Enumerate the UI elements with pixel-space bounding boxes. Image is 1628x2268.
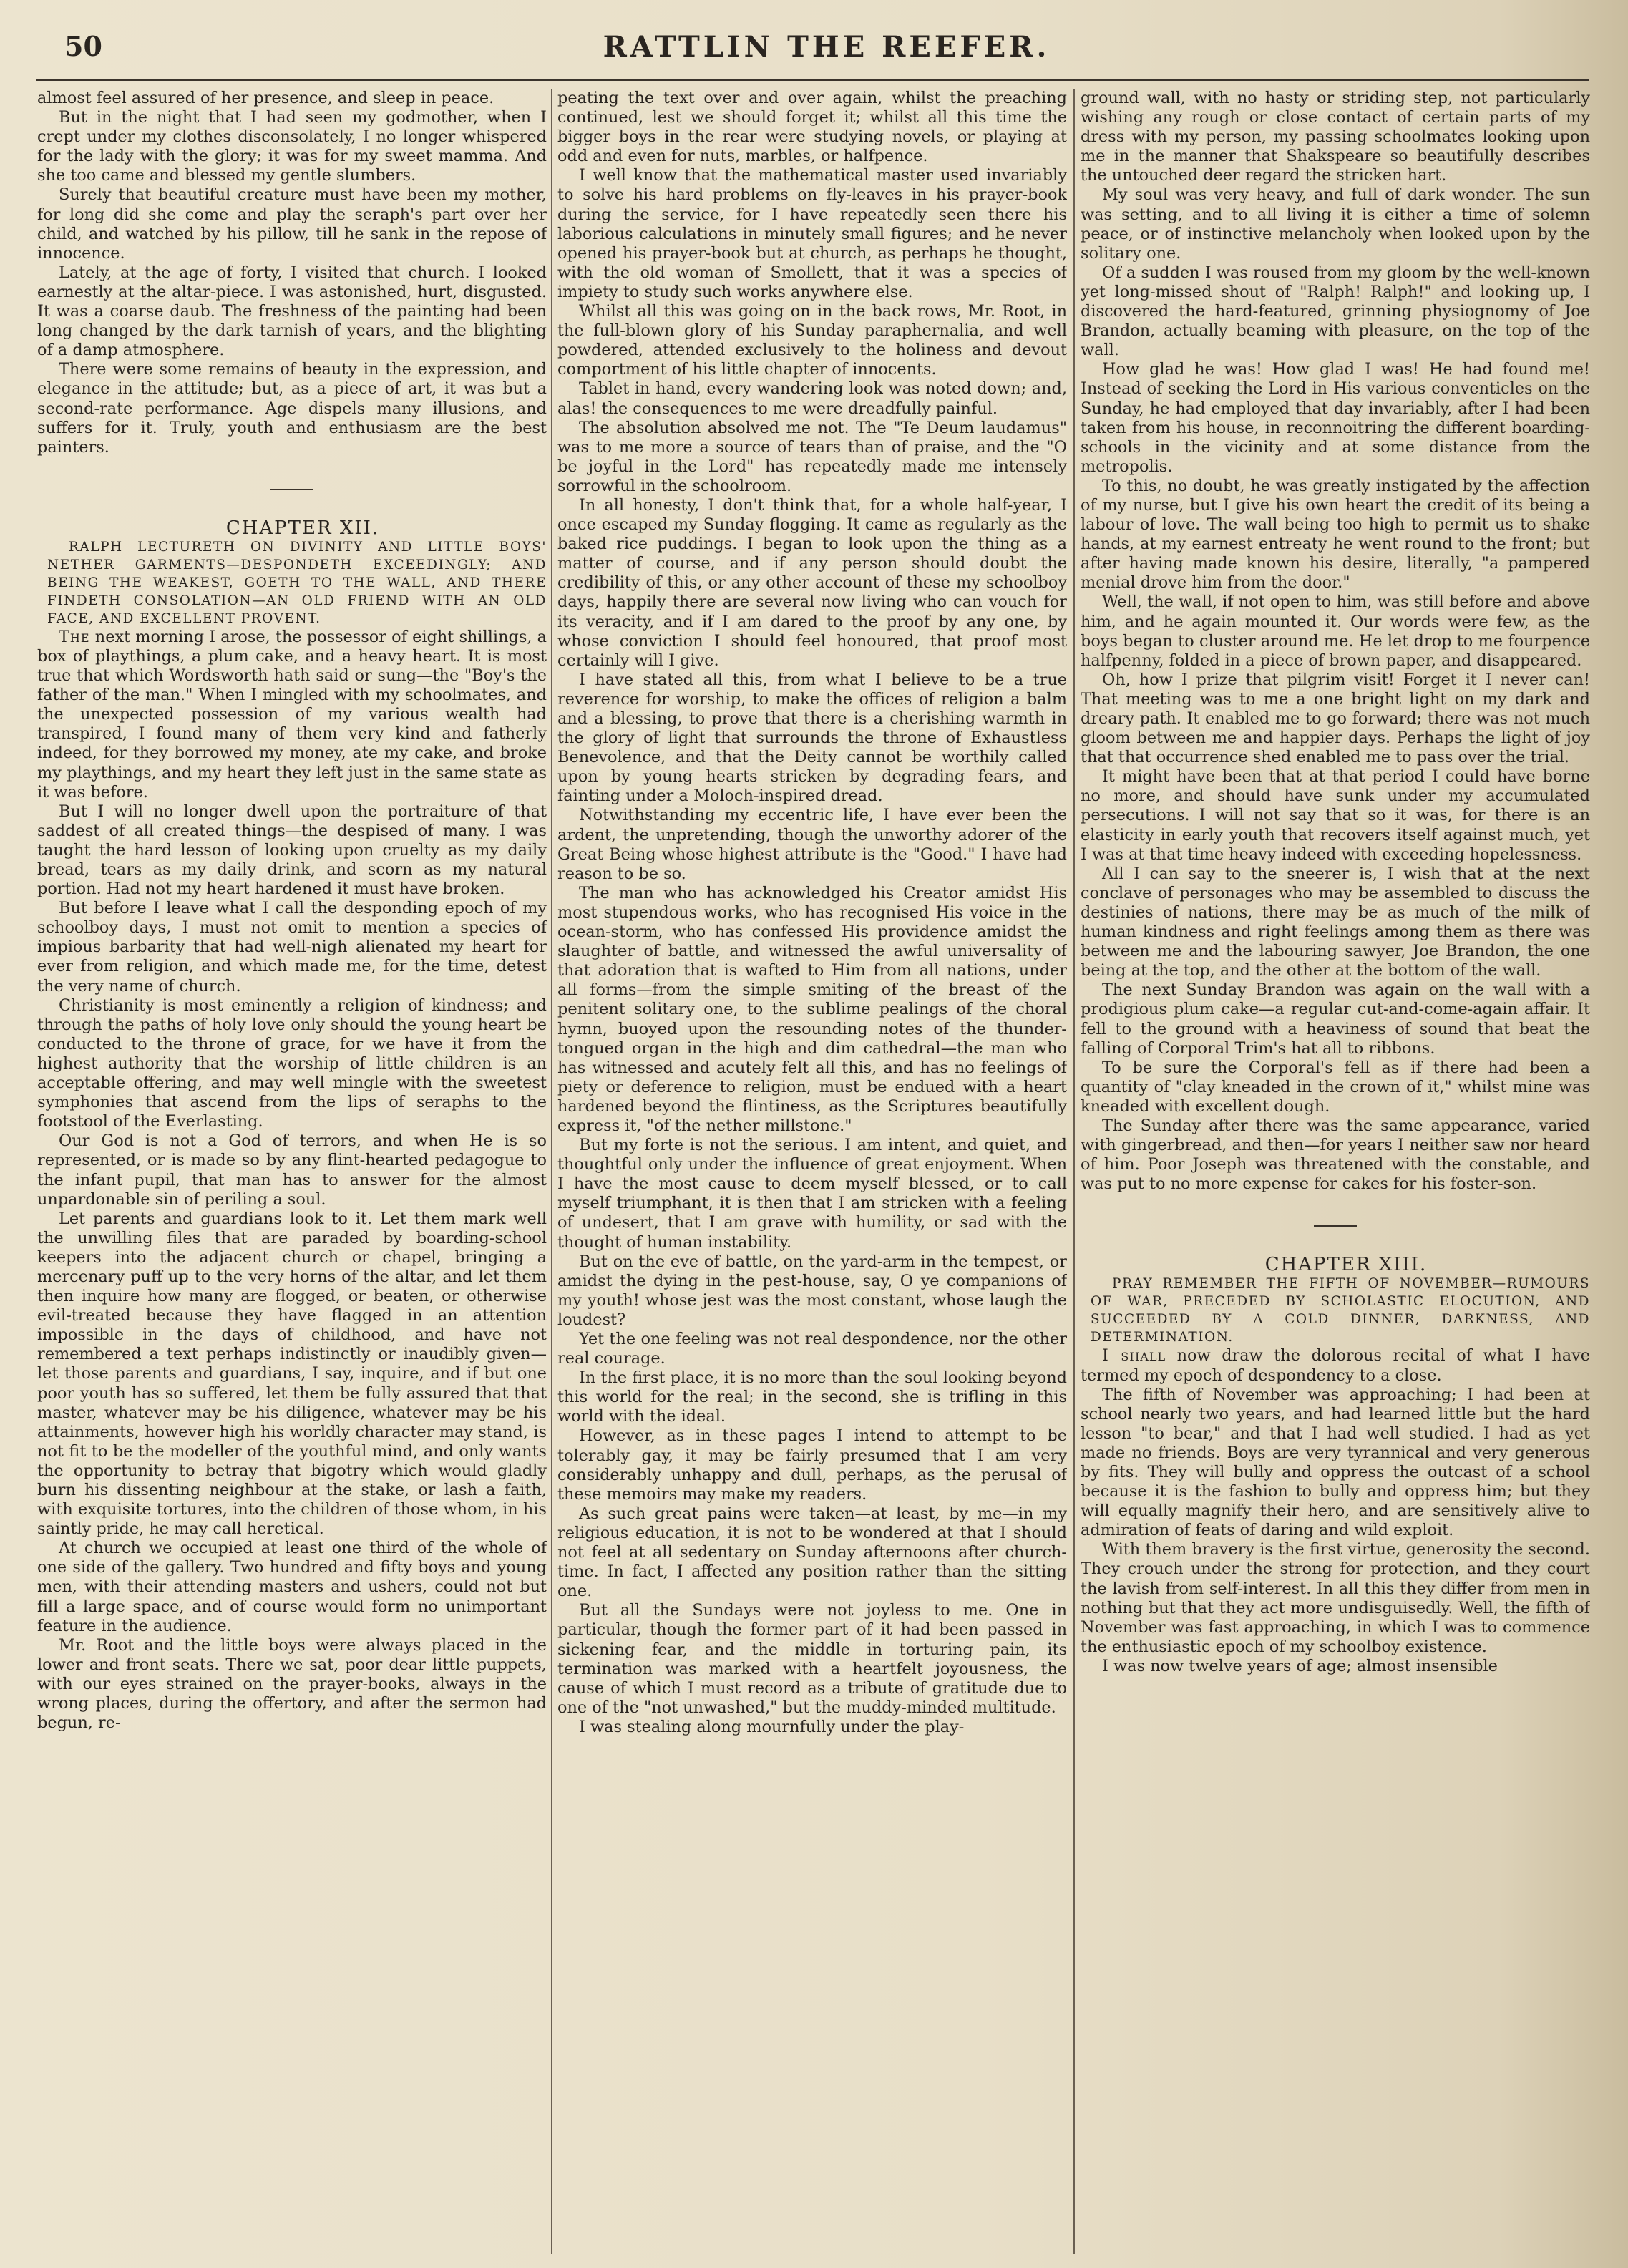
paragraph: Notwithstanding my eccentric life, I have ever been the ardent, the unpretending, though the unworthy adorer of the Great Being whose highest attribute is the "Good." I have had reason to be so. [557, 806, 1067, 883]
paragraph: Christianity is most eminently a religion of kindness; and through the paths of holy love only should the young heart be conducted to the throne of grace, for we have it from the highest authority that the worship of little children is an acceptable offering, and may well mingle with the sweetest symphonies that ascend from the lips of seraphs to the footstool of the Everlasting. [37, 996, 547, 1131]
paragraph: But all the Sundays were not joyless to me. One in particular, though the former part of it had been passed in sickening fear, and the middle in torturing pain, its termination was marked with a heartfelt joyousness, the cause of which I must record as a tribute of gratitude due to one of the "not unwashed," but the muddy-minded multitude. [557, 1601, 1067, 1717]
chapter-summary: PRAY REMEMBER THE FIFTH OF NOVEMBER—RUMOURS OF WAR, PRECEDED BY SCHOLASTIC ELOCUTION, AND SUCCEEDED BY A COLD DINNER, DARKNESS, AND DETERMINATION. [1091, 1276, 1590, 1345]
column-rule-1 [551, 89, 552, 2254]
paragraph-text: now draw the dolorous recital of what I have termed my epoch of despondency to a close. [1081, 1346, 1590, 1385]
section-separator [1314, 1225, 1357, 1227]
paragraph: Surely that beautiful creature must have been my mother, for long did she come and play the seraph's part over her child, and watched by his pillow, till he sank in the repose of innocence. [37, 185, 547, 263]
paragraph: Yet the one feeling was not real despondence, nor the other real courage. [557, 1330, 1067, 1368]
paragraph: There were some remains of beauty in the expression, and elegance in the attitude; but, as a piece of art, it was but a second-rate performance. Age dispels many illusions, and suffers for it. Truly, youth and enthusiasm are the best painters. [37, 360, 547, 457]
paragraph: I was stealing along mournfully under the play- [579, 1717, 965, 1736]
paragraph: The fifth of November was approaching; I had been at school nearly two years, and had learned little but the hard lesson "to bear," and that I had well studied. I had as yet made no friends. Boys are very tyrannical and very generous by fits. They will bully and oppress the outcast of a school because it is the fashion to bully and oppress him; but they will equally magnify their hero, and are sensitively alive to admiration of feats of daring and wild exploit. [1081, 1385, 1590, 1540]
paragraph [1081, 1346, 1590, 1385]
paragraph: I have stated all this, from what I believe to be a true reverence for worship, to make the offices of religion a balm and a blessing, to prove that there is a cherishing warmth in the glory of light that surrounds the throne of Exhaustless Benevolence, and that the Deity cannot be worthily called upon by young hearts stricken by degrading fears, and fainting under a Moloch-inspired dread. [557, 670, 1067, 806]
paragraph: At church we occupied at least one third of the whole of one side of the gallery. Two hundred and fifty boys and young men, with their attending masters and ushers, could not but fill a large space, and of course would form no unimportant feature in the audience. [37, 1539, 547, 1635]
paragraph: To be sure the Corporal's fell as if there had been a quantity of "clay kneaded in the crown of it," whilst mine was kneaded with excellent dough. [1081, 1058, 1590, 1116]
paragraph: But in the night that I had seen my godmother, when I crept under my clothes disconsolately, I no longer whispered for the lady with the glory; it was for my sweet mamma. And she too came and blessed my gentle slumbers. [37, 108, 547, 185]
paragraph: In the first place, it is no more than the soul looking beyond this world for the real; in the second, she is trifling in this world with the ideal. [557, 1368, 1067, 1426]
page-header [64, 27, 1589, 70]
paragraph: My soul was very heavy, and full of dark wonder. The sun was setting, and to all living it is either a time of solemn peace, or of instinctive melancholy when looked upon by the solitary one. [1081, 185, 1590, 263]
paragraph: The Sunday after there was the same appearance, varied with gingerbread, and then—for years I neither saw nor heard of him. Poor Joseph was threatened with the constable, and was put to no more expense for cakes for his foster-son. [1081, 1116, 1590, 1194]
paragraph: Mr. Root and the little boys were always placed in the lower and front seats. There we sat, poor dear little puppets, with our eyes strained on the prayer-books, always in the wrong places, during the offertory, and after the sermon had begun, re- [37, 1635, 547, 1733]
paragraph: To this, no doubt, he was greatly instigated by the affection of my nurse, but I give his own heart the credit of its being a labour of love. The wall being too high to permit us to shake hands, at my earnest entreaty he went round to the front; but after having made known his desire, literally, "a pampered menial drove him from the door." [1081, 476, 1590, 593]
paragraph: Lately, at the age of forty, I visited that church. I looked earnestly at the altar-piece. I was astonished, hurt, disgusted. It was a coarse daub. The freshness of the painting had been long changed by the dark tarnish of years, and the blighting of a damp atmosphere. [37, 263, 547, 360]
paragraph: Of a sudden I was roused from my gloom by the well-known yet long-missed shout of "Ralph! Ralph!" and looking up, I discovered the hard-featured, grinning physiognomy of Joe Brandon, actually beaming with pleasure, on the top of the wall. [1081, 263, 1590, 360]
paragraph: I well know that the mathematical master used invariably to solve his hard problems on fly-leaves in his prayer-book during the service, for I have repeatedly seen there his laborious calculations in minutely small figures; and he never opened his prayer-book but at church, as perhaps he thought, with the old woman of Smollett, that it was a species of impiety to study such works anywhere else. [557, 166, 1067, 301]
section-separator [270, 489, 313, 490]
paragraph: Well, the wall, if not open to him, was still before and above him, and he again mounted it. Our words were few, as the boys began to cluster around me. He let drop to me fourpence halfpenny, folded in a piece of brown paper, and disappeared. [1081, 593, 1590, 670]
paragraph: But before I leave what I call the desponding epoch of my schoolboy days, I must not omit to mention a species of impious barbarity that had well-nigh alienated my heart for ever from religion, and which made me, for the time, detest the very name of church. [37, 899, 547, 996]
chapter-title: CHAPTER XIII. [1264, 1254, 1428, 1276]
column-1 [37, 89, 547, 2254]
paragraph: However, as in these pages I intend to attempt to be tolerably gay, it may be fairly presumed that I am very considerably unhappy and dull, perhaps, as the perusal of these memoirs may make my readers. [557, 1426, 1067, 1504]
column-rule-2 [1073, 89, 1075, 2254]
paragraph: Let parents and guardians look to it. Let them mark well the unwilling files that are paraded by boarding-school keepers into the adjacent church or chapel, bringing a mercenary puff up to the very horns of the altar, and let them then inquire how many are flogged, or beaten, or otherwise evil-treated because they have flagged in an attention impossible in the days of childhood, and have not remembered a text perhaps indistinctly or inaudibly given—let those parents and guardians, I say, inquire, and if but one poor youth has so suffered, let them be fully assured that that master, whatever may be his diligence, whatever may be his attainments, however high his worldly character may stand, is not fit to be the modeller of the youthful mind, and only wants the opportunity to betray that bigotry which would gladly burn his dissenting neighbour at the stake, or lash a faith, with exquisite tortures, into the children of those whom, in his saintly pride, he may call heretical. [37, 1209, 547, 1539]
chapter-summary: RALPH LECTURETH ON DIVINITY AND LITTLE BOYS' NETHER GARMENTS—DESPONDETH EXCEEDINGLY; AND BEING THE WEAKEST, GOETH TO THE WALL, AND THERE FINDETH CONSOLATION—AN OLD FRIEND WITH AN OLD FACE, AND EXCELLENT PROVENT. [47, 539, 547, 626]
paragraph: Tablet in hand, every wandering look was noted down; and, alas! the consequences to me were dreadfully painful. [557, 379, 1067, 418]
paragraph: almost feel assured of her presence, and sleep in peace. [37, 89, 494, 107]
lead-word: I shall [1102, 1346, 1166, 1366]
paragraph: But on the eve of battle, on the yard-arm in the tempest, or amidst the dying in the pest-house, say, O ye companions of my youth! whose jest was the most constant, whose laugh the loudest? [557, 1252, 1067, 1329]
paragraph: Whilst all this was going on in the back rows, Mr. Root, in the full-blown glory of his Sunday paraphernalia, and well powdered, attended exclusively to the holiness and devout comportment of his little chapter of innocents. [557, 302, 1067, 379]
paragraph: ground wall, with no hasty or striding step, not particularly wishing any rough or close contact of certain parts of my dress with my person, my passing schoolmates looking upon me in the manner that Shakspeare so beautifully describes the untouched deer regard the stricken hart. [1081, 89, 1590, 185]
paragraph: All I can say to the sneerer is, I wish that at the next conclave of personages who may be assembled to discuss the destinies of nations, there may be as much of the milk of human kindness and right feelings among them as there was between me and the labouring sawyer, Joe Brandon, the one being at the top, and the other at the bottom of the wall. [1081, 864, 1590, 980]
paragraph: But I will no longer dwell upon the portraiture of that saddest of all created things—the despised of many. I was taught the hard lesson of looking upon cruelty as my daily bread, tears as my daily drink, and scorn as my natural portion. Had not my heart hardened it must have broken. [37, 802, 547, 899]
paragraph: In all honesty, I don't think that, for a whole half-year, I once escaped my Sunday flogging. It came as regularly as the baked rice puddings. I began to look upon the thing as a matter of course, and if any person should doubt the credibility of this, or any other account of these my schoolboy days, happily there are several now living who can vouch for its veracity, and if I am dared to the proof by any one, by whose conviction I should feel honoured, that proof most certainly will I give. [557, 495, 1067, 670]
paragraph: I was now twelve years of age; almost insensible [1102, 1656, 1498, 1675]
lead-word: The [59, 627, 90, 646]
running-title: RATTLIN THE REEFER. [603, 30, 1051, 64]
paragraph: Our God is not a God of terrors, and when He is so represented, or is made so by any flint-hearted pedagogue to the infant pupil, that man has to answer for the almost unpardonable sin of periling a soul. [37, 1131, 547, 1209]
paragraph: With them bravery is the first virtue, generosity the second. They crouch under the strong for protection, and they court the lavish from self-interest. In all this they differ from men in nothing but that they act more undisguisedly. Well, the fifth of November was fast approaching, in which I was to commence the enthusiastic epoch of my schoolboy existence. [1081, 1540, 1590, 1656]
paragraph: Oh, how I prize that pilgrim visit! Forget it I never can! That meeting was to me a one bright light on my dark and dreary path. It enabled me to go forward; there was not much gloom between me and happier days. Perhaps the light of joy that that occurrence shed enabled me to pass over the trial. [1081, 670, 1590, 767]
chapter-title: CHAPTER XII. [225, 517, 380, 539]
paragraph: The man who has acknowledged his Creator amidst His most stupendous works, who has recognised His voice in the ocean-storm, who has confessed His providence amidst the slaughter of battle, and witnessed the awful universality of that adoration that is wafted to Him from all nations, under all forms—from the simple smiting of the breast of the penitent solitary one, to the sublime pealings of the choral hymn, buoyed upon the resounding notes of the thunder-tongued organ in the high and dim cathedral—the man who has witnessed and acutely felt all this, and has no feelings of piety or deference to religion, must be endued with a heart hardened beyond the flintiness, as the Scriptures beautifully express it, "of the nether millstone." [557, 883, 1067, 1135]
paragraph: The absolution absolved me not. The "Te Deum laudamus" was to me more a source of tears than of praise, and the "O be joyful in the Lord" has repeatedly made me intensely sorrowful in the schoolroom. [557, 418, 1067, 495]
page-number: 50 [64, 30, 102, 62]
paragraph: It might have been that at that period I could have borne no more, and should have sunk under my accumulated persecutions. I will not say that so it was, for there is an elasticity in early youth that recovers itself against much, yet I was at that time heavy indeed with exceeding hopelessness. [1081, 767, 1590, 864]
paragraph: peating the text over and over again, whilst the preaching continued, lest we should forget it; whilst all this time the bigger boys in the rear were studying novels, or playing at odd and even for nuts, marbles, or halfpence. [557, 89, 1067, 166]
paragraph [37, 628, 547, 802]
header-rule [36, 79, 1589, 81]
column-2 [557, 89, 1067, 2254]
paragraph: As such great pains were taken—at least, by me—in my religious education, it is not to be wondered at that I should not feel at all sedentary on Sunday afternoons after church-time. In fact, I affected any position rather than the sitting one. [557, 1504, 1067, 1601]
paragraph-text: next morning I arose, the possessor of eight shillings, a box of playthings, a plum cake, and a heavy heart. It is most true that which Wordsworth hath said or sung—the "Boy's the father of the man." When I mingled with my schoolmates, and the unexpected possession of my various wealth had transpired, I found many of them very kind and fatherly indeed, for they borrowed my money, ate my cake, and broke my playthings, and my heart they left just in the same state as it was before. [37, 627, 547, 802]
paragraph: But my forte is not the serious. I am intent, and quiet, and thoughtful only under the influence of great enjoyment. When I have the most cause to deem myself blessed, or to call myself triumphant, it is then that I am stricken with a feeling of undesert, that I am grave with humility, or sad with the thought of human instability. [557, 1136, 1067, 1252]
paragraph: The next Sunday Brandon was again on the wall with a prodigious plum cake—a regular cut-and-come-again affair. It fell to the ground with a heaviness of sound that beat the falling of Corporal Trim's hat all to ribbons. [1081, 980, 1590, 1058]
paragraph: How glad he was! How glad I was! He had found me! Instead of seeking the Lord in His various conventicles on the Sunday, he had employed that day invariably, after I had been taken from his house, in reconnoitring the different boarding-schools in the vicinity and at some distance from the metropolis. [1081, 360, 1590, 476]
column-3 [1081, 89, 1590, 2254]
